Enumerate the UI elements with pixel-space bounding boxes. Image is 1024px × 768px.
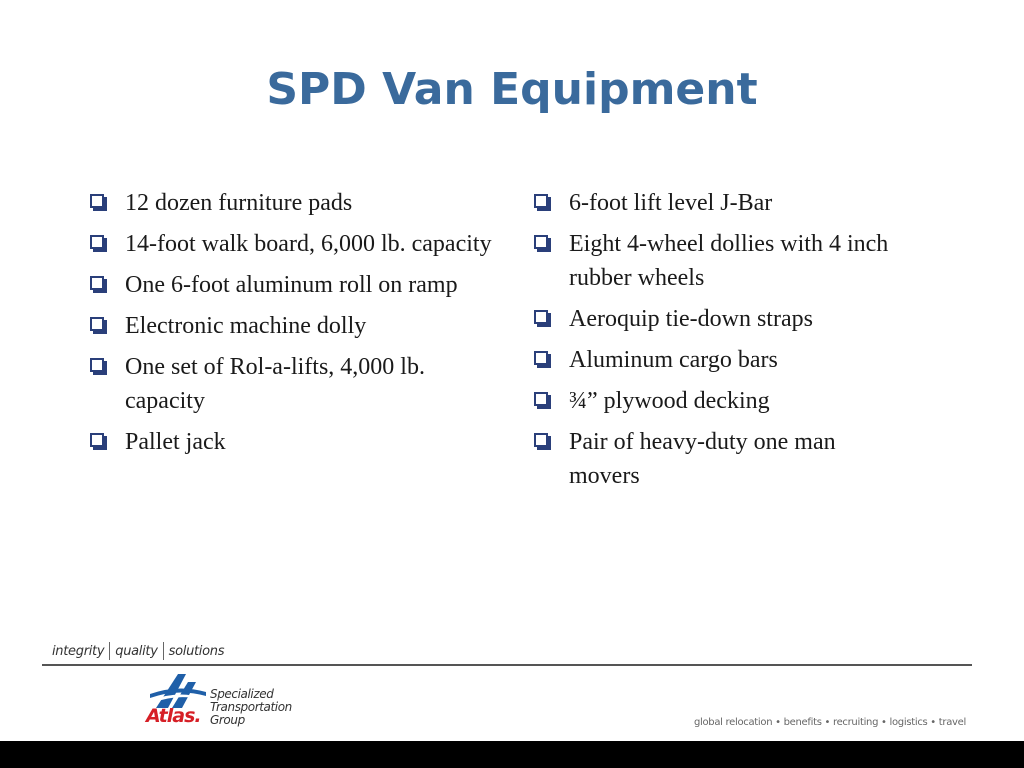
list-item-text: 6-foot lift level J-Bar [569,190,773,216]
checkbox-bullet-icon [534,351,548,365]
footer-tagline [52,642,224,660]
checkbox-bullet-icon [534,194,548,208]
logo-subtitle-line: Specialized [210,687,274,701]
checkbox-bullet-icon [90,433,104,447]
tagline-divider [109,642,110,660]
bullet-list-right [532,186,912,500]
list-item [88,350,498,418]
list-item [88,268,498,302]
list-item [88,425,498,459]
list-item [532,227,912,295]
checkbox-bullet-icon [90,194,104,208]
footer-services: global relocation • benefits • recruiting • logistics • travel [693,717,966,728]
list-item-text: Eight 4-wheel dollies with 4 inch rubber wheels [569,231,889,291]
list-item-text: 14-foot walk board, 6,000 lb. capacity [125,231,492,257]
tagline-divider [163,642,164,660]
list-item-text: Pair of heavy-duty one man movers [569,429,836,489]
tagline-word: solutions [168,644,225,659]
list-item-text: One set of Rol-a-lifts, 4,000 lb. capacity [125,354,425,414]
list-item-text: One 6-foot aluminum roll on ramp [125,272,458,298]
slide-title: SPD Van Equipment [266,64,758,115]
list-item-text: Aluminum cargo bars [569,347,778,373]
checkbox-bullet-icon [90,317,104,331]
list-item-text: Pallet jack [125,429,226,455]
atlas-logo-wordmark: Atlas. [146,705,201,727]
checkbox-bullet-icon [534,392,548,406]
checkbox-bullet-icon [534,235,548,249]
tagline-word: quality [115,644,158,659]
list-item-text: 12 dozen furniture pads [125,190,353,216]
checkbox-bullet-icon [534,310,548,324]
bottom-bar [0,741,1024,768]
list-item [88,309,498,343]
list-item [532,425,912,493]
list-item-text: Electronic machine dolly [125,313,367,339]
checkbox-bullet-icon [90,235,104,249]
list-item [88,227,498,261]
list-item [532,384,912,418]
logo-subtitle-line: Transportation [210,700,292,714]
atlas-logo-icon [148,670,208,710]
list-item [532,302,912,336]
list-item-text: Aeroquip tie-down straps [569,306,813,332]
checkbox-bullet-icon [90,358,104,372]
list-item-text: ¾” plywood decking [569,388,770,414]
logo-subtitle [210,688,292,727]
list-item [88,186,498,220]
list-item [532,343,912,377]
checkbox-bullet-icon [90,276,104,290]
tagline-word: integrity [52,644,105,659]
footer-divider [42,664,972,666]
list-item [532,186,912,220]
checkbox-bullet-icon [534,433,548,447]
bullet-list-left [88,186,498,466]
logo-subtitle-line: Group [210,713,245,727]
